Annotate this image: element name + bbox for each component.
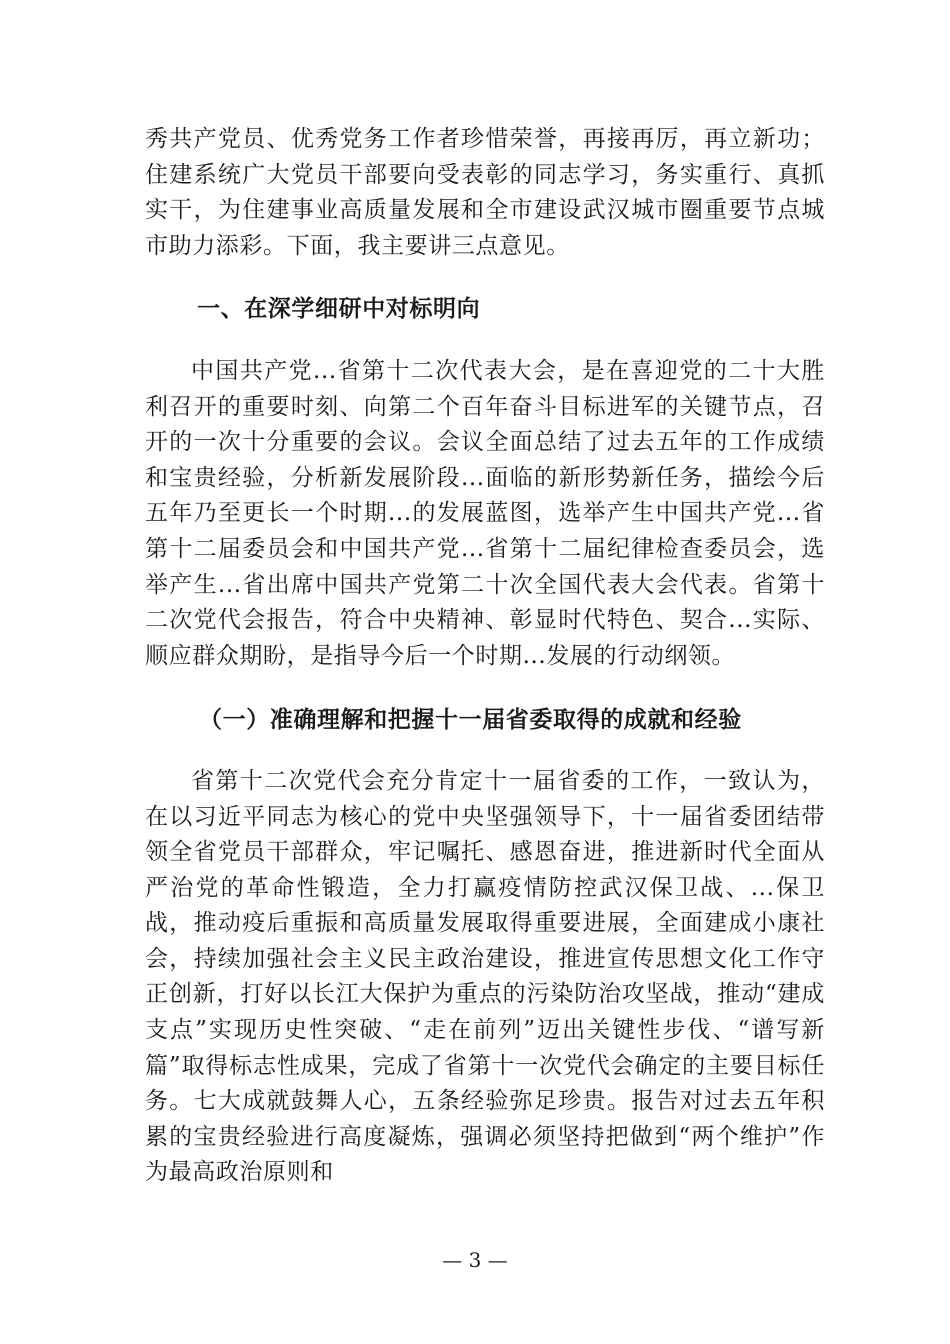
- intro-paragraph: 秀共产党员、优秀党务工作者珍惜荣誉，再接再厉，再立新功；住建系统广大党员干部要向受表彰的同志学习，务实重行、真抓实干，为住建事业高质量发展和全市建设武汉城市圈重要节点城市助力添彩。下面，我主要讲三点意见。: [145, 126, 825, 259]
- spacer: [145, 674, 825, 702]
- spacer: [145, 264, 825, 292]
- section-heading: 一、在深学细研中对标明向: [197, 296, 481, 323]
- subsection-paragraph: 省第十二次党代会充分肯定十一届省委的工作，一致认为，在以习近平同志为核心的党中央坚强领导下，十一届省委团结带领全省党员干部群众，牢记嘱托、感恩奋进，推进新时代全面从严治党的革命性锻造，全力打赢疫情防控武汉保卫战、...保卫战，推动疫后重振和高质量发展取得重要进展，全面建成小康社会，持续加强社会主义民主政治建设，推进宣传思想文化工作守正创新，打好以长江大保护为重点的污染防治攻坚战，推动“建成支点”实现历史性突破、“走在前列”迈出关键性步伐、“谱写新篇”取得标志性成果，完成了省第十一次党代会确定的主要目标任务。七大成就鼓舞人心，五条经验弥足珍贵。报告对过去五年积累的宝贵经验进行高度凝炼，强调必须坚持把做到“两个维护”作为最高政治原则和: [145, 767, 825, 1186]
- section-paragraph: 中国共产党...省第十二次代表大会，是在喜迎党的二十大胜利召开的重要时刻、向第二个百年奋斗目标进军的关键节点，召开的一次十分重要的会议。会议全面总结了过去五年的工作成绩和宝贵经验，分析新发展阶段...面临的新形势新任务，描绘今后五年乃至更长一个时期...的发展蓝图，选举产生中国共产党...省第十二届委员会和中国共产党...省第十二届纪律检查委员会，选举产生...省出席中国共产党第二十次全国代表大会代表。省第十二次党代会报告，符合中央精神、彰显时代特色、契合...实际、顺应群众期盼，是指导今后一个时期...发展的行动纲领。: [145, 357, 825, 669]
- spacer: [145, 738, 825, 764]
- document-body: [145, 122, 825, 1191]
- subsection-heading: （一）准确理解和把握十一届省委取得的成就和经验: [199, 706, 742, 734]
- page-number: — 3 —: [442, 1248, 508, 1272]
- spacer: [145, 328, 825, 354]
